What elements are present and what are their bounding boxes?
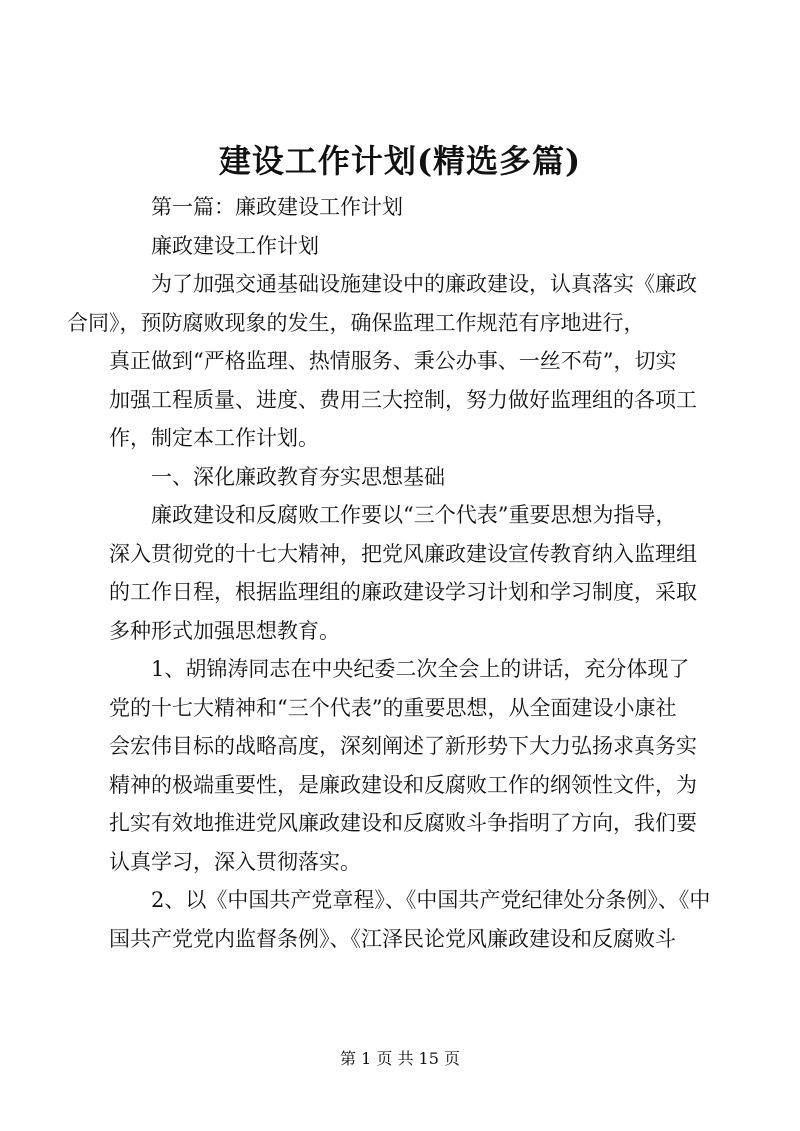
paragraph-line: 深入贯彻党的十七大精神，把党风廉政建设宣传教育纳入监理组 xyxy=(109,541,697,566)
paragraph-heading-part-one xyxy=(109,188,699,227)
paragraph-subtitle xyxy=(109,227,699,266)
paragraph-line: 作，制定本工作计划。 xyxy=(109,426,319,450)
paragraph-line: 多种形式加强思想教育。 xyxy=(109,618,340,643)
document-body xyxy=(67,188,711,958)
paragraph-intro xyxy=(67,265,699,458)
paragraph-line: 真正做到“严格监理、热情服务、秉公办事、一丝不苟”，切实 xyxy=(109,349,677,373)
paragraph-line: 扎实有效地推进党风廉政建设和反腐败斗争指明了方向，我们要 xyxy=(109,811,697,835)
paragraph-line: 认真学习，深入贯彻落实。 xyxy=(109,849,361,874)
paragraph-line: 精神的极端重要性，是廉政建设和反腐败工作的纲领性文件，为 xyxy=(109,772,697,797)
paragraph-line: 一、深化廉政教育夯实思想基础 xyxy=(151,464,445,489)
paragraph-line: 国共产党党内监督条例》、《江泽民论党风廉政建设和反腐败斗 xyxy=(109,926,676,951)
document-title: 建设工作计划(精选多篇) xyxy=(218,142,582,180)
paragraph-line: 为了加强交通基础设施建设中的廉政建设，认真落实《廉政 xyxy=(151,272,697,296)
paragraph-line: 廉政建设工作计划 xyxy=(151,233,319,258)
paragraph-line: 党的十七大精神和“三个代表”的重要思想，从全面建设小康社 xyxy=(109,695,677,720)
section-heading-one xyxy=(109,458,699,497)
paragraph-item-one xyxy=(109,650,699,881)
paragraph-line: 合同》，预防腐败现象的发生，确保监理工作规范有序地进行， xyxy=(67,310,645,335)
paragraph-line: 2、以《中国共产党章程》、《中国共产党纪律处分条例》、《中 xyxy=(151,888,711,912)
paragraph-line: 第一篇：廉政建设工作计划 xyxy=(151,195,403,219)
paragraph-line: 的工作日程，根据监理组的廉政建设学习计划和学习制度，采取 xyxy=(109,580,697,604)
paragraph-line: 廉政建设和反腐败工作要以“三个代表”重要思想为指导， xyxy=(151,503,677,527)
paragraph-section-one-intro xyxy=(109,496,699,650)
paragraph-line: 1、胡锦涛同志在中央纪委二次全会上的讲话，充分体现了 xyxy=(151,657,690,681)
paragraph-item-two xyxy=(109,881,711,958)
page-footer: 第 1 页 共 15 页 xyxy=(340,1049,460,1068)
paragraph-line: 加强工程质量、进度、费用三大控制，努力做好监理组的各项工 xyxy=(109,387,697,412)
paragraph-line: 会宏伟目标的战略高度，深刻阐述了新形势下大力弘扬求真务实 xyxy=(109,734,697,758)
